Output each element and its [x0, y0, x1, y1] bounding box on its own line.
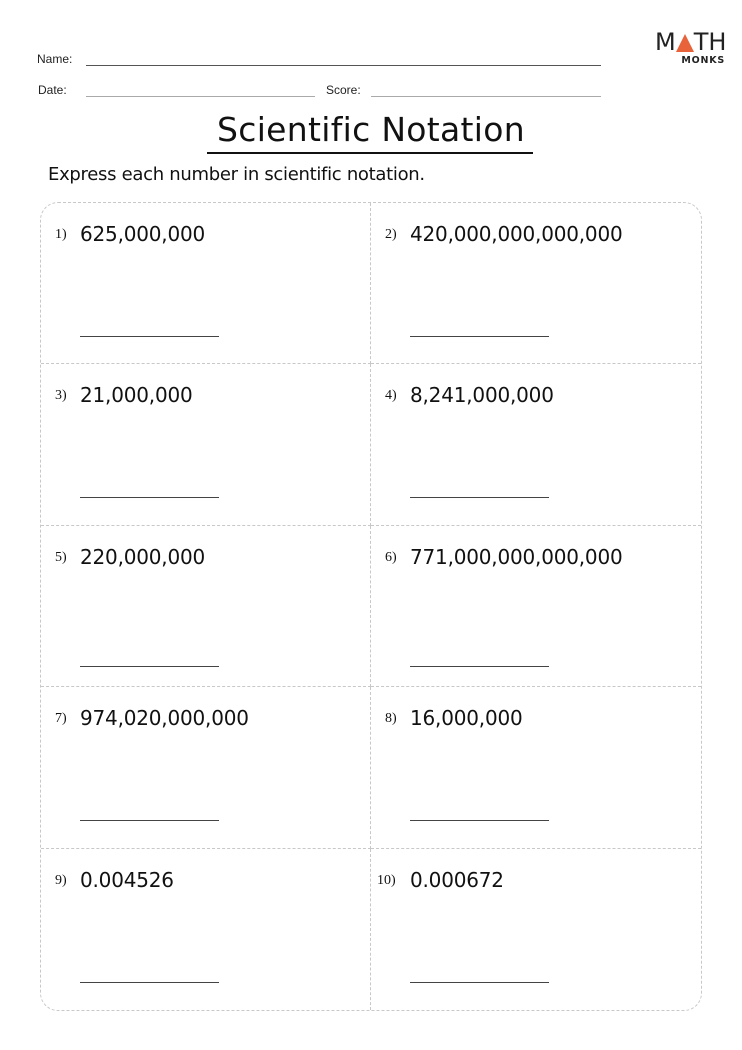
problem-cell-7 — [41, 687, 371, 848]
problem-value: 0.000672 — [410, 867, 504, 892]
logo-letters-th: TH — [693, 28, 727, 56]
problem-number: 2) — [385, 227, 397, 242]
title-underline — [207, 152, 533, 154]
answer-field[interactable] — [80, 336, 219, 345]
problem-value: 771,000,000,000,000 — [410, 544, 623, 569]
answer-field[interactable] — [410, 820, 549, 829]
answer-field[interactable] — [410, 497, 549, 506]
name-field[interactable] — [86, 65, 601, 66]
problem-number: 10) — [377, 872, 396, 888]
page-title: Scientific Notation — [217, 110, 525, 149]
date-label: Date: — [38, 83, 67, 97]
problem-cell-5 — [41, 526, 371, 687]
problem-cell-8 — [371, 687, 701, 848]
problem-number: 9) — [55, 872, 67, 888]
triangle-icon — [676, 34, 694, 52]
problem-value: 8,241,000,000 — [410, 383, 554, 408]
score-label: Score: — [326, 83, 361, 97]
problem-number: 5) — [55, 549, 67, 565]
problem-value: 420,000,000,000,000 — [410, 222, 623, 246]
answer-field[interactable] — [410, 666, 549, 675]
answer-field[interactable] — [410, 982, 549, 991]
problem-number: 6) — [385, 549, 397, 565]
problem-cell-3 — [41, 364, 371, 525]
problem-number: 7) — [55, 711, 67, 727]
name-label: Name: — [37, 52, 73, 66]
problem-value: 16,000,000 — [410, 706, 523, 731]
date-field[interactable] — [86, 96, 315, 97]
problem-cell-6 — [371, 526, 701, 687]
logo-letter-m: M — [655, 28, 676, 56]
problem-cell-1 — [41, 203, 371, 364]
problem-cell-10 — [371, 849, 701, 1010]
logo-monks-text: MONKS — [681, 55, 725, 66]
problem-grid — [40, 202, 702, 1011]
problem-value: 625,000,000 — [80, 222, 206, 246]
problem-number: 8) — [385, 711, 397, 727]
answer-field[interactable] — [80, 820, 219, 829]
answer-field[interactable] — [80, 497, 219, 506]
problem-number: 1) — [55, 227, 67, 242]
instructions: Express each number in scientific notation. — [48, 164, 425, 185]
problem-cell-4 — [371, 364, 701, 525]
problem-value: 0.004526 — [80, 867, 174, 892]
problem-value: 220,000,000 — [80, 544, 206, 569]
problem-number: 3) — [55, 388, 67, 404]
problem-value: 21,000,000 — [80, 383, 193, 408]
problem-cell-2 — [371, 203, 701, 364]
answer-field[interactable] — [80, 666, 219, 675]
problem-cell-9 — [41, 849, 371, 1010]
score-field[interactable] — [371, 96, 601, 97]
answer-field[interactable] — [80, 982, 219, 991]
math-monks-logo — [655, 30, 727, 66]
problem-number: 4) — [385, 388, 397, 404]
problem-value: 974,020,000,000 — [80, 706, 249, 731]
answer-field[interactable] — [410, 336, 549, 345]
logo-math-wordmark — [655, 30, 726, 54]
